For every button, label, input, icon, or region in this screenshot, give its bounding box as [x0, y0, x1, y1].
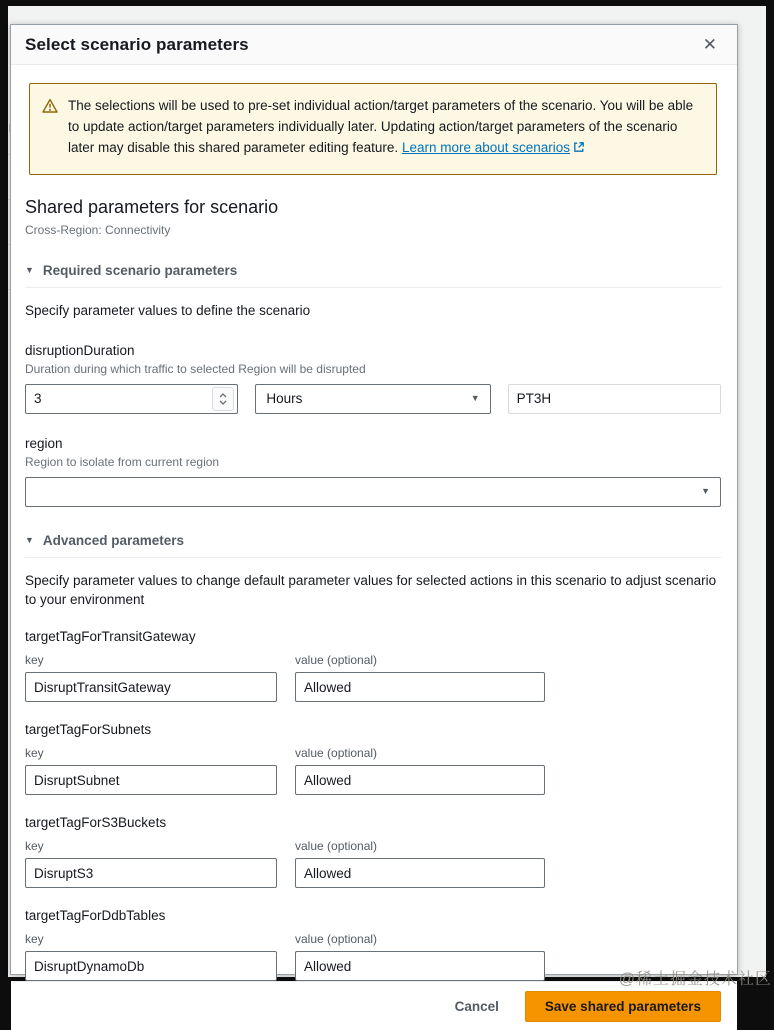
duration-number-field [25, 384, 238, 414]
region-description: Region to isolate from current region [25, 454, 220, 469]
external-link-icon [573, 141, 585, 156]
param-group-row [25, 644, 721, 702]
param-key-input[interactable] [25, 951, 277, 981]
advanced-parameters-description: Specify parameter values to change default parameter values for selected actions in this scenario to adjust scenario to your environment [25, 572, 717, 607]
disruption-duration-description: Duration during which traffic to selected Region will be disrupted [25, 361, 366, 376]
key-label: key [25, 839, 44, 854]
key-label: key [25, 746, 44, 761]
param-group-row [25, 923, 721, 981]
param-value-input[interactable] [295, 765, 545, 795]
value-label: value (optional) [295, 839, 378, 854]
warning-banner [29, 83, 717, 175]
param-group-row [25, 830, 721, 888]
advanced-parameters-label: Advanced parameters [42, 532, 184, 548]
duration-unit-select[interactable] [255, 384, 490, 414]
cancel-button[interactable]: Cancel [454, 998, 499, 1014]
key-label: key [25, 653, 44, 668]
caret-down-icon: ▼ [701, 486, 710, 497]
value-label: value (optional) [295, 746, 378, 761]
region-select[interactable] [25, 477, 721, 507]
required-parameters-description: Specify parameter values to define the scenario [25, 302, 311, 318]
shared-parameters-heading: Shared parameters for scenario [25, 196, 279, 217]
watermark: @稀土掘金技术社区 [618, 971, 772, 988]
save-shared-parameters-button[interactable]: Save shared parameters [525, 991, 721, 1022]
duration-iso-input[interactable] [508, 384, 721, 414]
required-parameters-label: Required scenario parameters [42, 262, 238, 278]
modal-body [11, 65, 737, 981]
warning-triangle-icon [42, 96, 58, 119]
modal-header [11, 25, 737, 65]
advanced-parameters-toggle[interactable] [25, 533, 721, 558]
param-value-input[interactable] [295, 858, 545, 888]
disruption-duration-label: disruptionDuration [25, 342, 135, 358]
param-group-name: targetTagForSubnets [25, 722, 152, 738]
duration-unit-value: Hours [266, 391, 303, 407]
number-stepper-icon[interactable] [212, 387, 234, 411]
param-value-input[interactable] [295, 951, 545, 981]
key-label: key [25, 932, 44, 947]
required-parameters-toggle[interactable] [25, 263, 721, 288]
param-group-name: targetTagForTransitGateway [25, 629, 196, 645]
param-group-row [25, 737, 721, 795]
caret-down-icon: ▼ [25, 264, 34, 275]
duration-iso-field [508, 384, 721, 414]
caret-down-icon: ▼ [25, 534, 34, 545]
param-key-input[interactable] [25, 858, 277, 888]
scenario-name-subheading: Cross-Region: Connectivity [25, 222, 171, 237]
region-label: region [25, 435, 63, 451]
close-icon[interactable]: ✕ [699, 32, 721, 57]
warning-text: The selections will be used to pre-set individual action/target parameters of the scenario. You will be able to update action/target parameters individually later. Updating action/target parameters of the scenario later may disable this shared parameter editing feature. Learn more about scenarios [68, 98, 694, 155]
value-label: value (optional) [295, 932, 378, 947]
value-label: value (optional) [295, 653, 378, 668]
param-value-input[interactable] [295, 672, 545, 702]
param-key-input[interactable] [25, 672, 277, 702]
param-group-name: targetTagForDdbTables [25, 908, 166, 924]
caret-down-icon: ▼ [470, 393, 480, 404]
param-key-input[interactable] [25, 765, 277, 795]
param-group-name: targetTagForS3Buckets [25, 815, 167, 831]
modal-title: Select scenario parameters [25, 34, 249, 54]
duration-number-input[interactable] [25, 384, 238, 414]
learn-more-link[interactable]: Learn more about scenarios [401, 139, 571, 155]
